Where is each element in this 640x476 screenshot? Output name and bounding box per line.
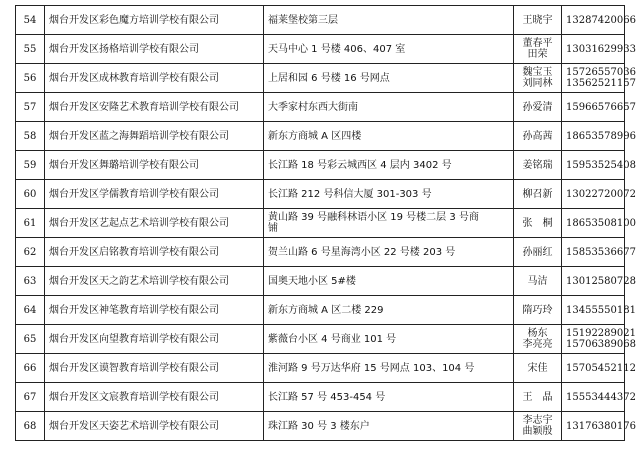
contact-person-cell — [514, 180, 562, 209]
phone-line: 13022720072 — [566, 188, 636, 200]
address-cell: 新东方商城 A 区四楼 — [264, 122, 514, 151]
phone-cell — [562, 412, 636, 441]
person-line: 柳召新 — [522, 188, 553, 200]
table-row — [16, 238, 625, 267]
table-row — [16, 122, 625, 151]
contact-person-cell — [514, 412, 562, 441]
school-name-cell: 烟台开发区启铭教育培训学校有限公司 — [45, 238, 264, 267]
school-name-cell: 烟台开发区扬格培训学校有限公司 — [45, 35, 264, 64]
person-line: 隋巧玲 — [522, 304, 553, 316]
contact-person-cell — [514, 296, 562, 325]
phone-cell — [562, 122, 636, 151]
person-line: 田荣 — [527, 49, 548, 60]
person-line: 张 桐 — [522, 217, 553, 229]
school-name-cell: 烟台开发区学儒教育培训学校有限公司 — [45, 180, 264, 209]
row-number-cell: 63 — [16, 267, 45, 296]
school-name-cell: 烟台开发区彩色魔方培训学校有限公司 — [45, 6, 264, 35]
phone-line: 18653508100 — [566, 217, 636, 229]
address-cell: 上居和园 6 号楼 16 号网点 — [264, 64, 514, 93]
phone-line: 18653578996 — [566, 130, 636, 142]
phone-line: 15192289021 — [566, 328, 636, 339]
row-number-cell: 60 — [16, 180, 45, 209]
phone-line: 15726557036 — [566, 67, 636, 78]
contact-person-cell — [514, 238, 562, 267]
school-name-cell: 烟台开发区向望教育培训学校有限公司 — [45, 325, 264, 354]
contact-person-cell — [514, 64, 562, 93]
person-line: 孙丽红 — [522, 246, 553, 258]
contact-person-cell — [514, 267, 562, 296]
address-cell: 长江路 18 号彩云城西区 4 层内 3402 号 — [264, 151, 514, 180]
phone-cell — [562, 35, 636, 64]
address-cell: 长江路 212 号科信大厦 301-303 号 — [264, 180, 514, 209]
row-number-cell: 58 — [16, 122, 45, 151]
school-name-cell: 烟台开发区文宸教育培训学校有限公司 — [45, 383, 264, 412]
address-cell: 天马中心 1 号楼 406、407 室 — [264, 35, 514, 64]
person-line: 姜铭瑞 — [522, 159, 553, 171]
person-line: 王晓宇 — [522, 14, 553, 26]
contact-person-cell — [514, 354, 562, 383]
school-name-cell: 烟台开发区天之韵艺术培训学校有限公司 — [45, 267, 264, 296]
person-line: 孙爱清 — [522, 101, 553, 113]
phone-line: 13031629933 — [566, 43, 636, 55]
address-cell: 紫薇台小区 4 号商业 101 号 — [264, 325, 514, 354]
phone-cell — [562, 238, 636, 267]
phone-line: 15705452112 — [566, 362, 636, 374]
row-number-cell: 66 — [16, 354, 45, 383]
row-number-cell: 68 — [16, 412, 45, 441]
person-line: 杨东 — [527, 328, 548, 339]
row-number-cell: 65 — [16, 325, 45, 354]
row-number-cell: 61 — [16, 209, 45, 238]
school-name-cell: 烟台开发区天姿艺术培训学校有限公司 — [45, 412, 264, 441]
phone-line: 13176380176 — [566, 420, 636, 432]
phone-line: 13012580728 — [566, 275, 636, 287]
phone-line: 15553444372 — [566, 391, 636, 403]
person-line: 宋佳 — [527, 362, 548, 374]
school-name-cell: 烟台开发区舞璐培训学校有限公司 — [45, 151, 264, 180]
row-number-cell: 56 — [16, 64, 45, 93]
school-name-cell: 烟台开发区谟智教育培训学校有限公司 — [45, 354, 264, 383]
table-body — [16, 6, 636, 441]
row-number-cell: 55 — [16, 35, 45, 64]
phone-cell — [562, 180, 636, 209]
address-cell: 新东方商城 A 区二楼 229 — [264, 296, 514, 325]
phone-cell — [562, 151, 636, 180]
table-row — [16, 35, 625, 64]
address-cell: 贺兰山路 6 号星海湾小区 22 号楼 203 号 — [264, 238, 514, 267]
phone-cell — [562, 6, 636, 35]
contact-person-cell — [514, 122, 562, 151]
table-row — [16, 209, 625, 238]
table-row — [16, 296, 625, 325]
person-line: 马洁 — [527, 275, 548, 287]
contact-person-cell — [514, 6, 562, 35]
phone-line: 15953525408 — [566, 159, 636, 171]
contact-person-cell — [514, 35, 562, 64]
table-row — [16, 180, 625, 209]
row-number-cell: 59 — [16, 151, 45, 180]
table-row — [16, 267, 625, 296]
person-line: 刘同林 — [522, 78, 553, 89]
person-line: 魏宝玉 — [522, 67, 553, 78]
address-line: 铺 — [268, 223, 278, 234]
table-row — [16, 412, 625, 441]
person-line: 李亮亮 — [522, 339, 553, 350]
person-line: 曲颖殷 — [522, 426, 553, 437]
row-number-cell: 62 — [16, 238, 45, 267]
address-line: 黄山路 39 号融科林语小区 19 号楼二层 3 号商 — [268, 212, 479, 223]
school-name-cell: 烟台开发区神笔教育培训学校有限公司 — [45, 296, 264, 325]
address-cell: 珠江路 30 号 3 楼东户 — [264, 412, 514, 441]
school-name-cell: 烟台开发区艺起点艺术培训学校有限公司 — [45, 209, 264, 238]
phone-line: 15853536677 — [566, 246, 636, 258]
phone-line: 15966576657 — [566, 101, 636, 113]
school-name-cell: 烟台开发区安隆艺术教育培训学校有限公司 — [45, 93, 264, 122]
row-number-cell: 64 — [16, 296, 45, 325]
phone-line: 13287420066 — [566, 14, 636, 26]
person-line: 王 晶 — [522, 391, 553, 403]
phone-cell — [562, 383, 636, 412]
address-cell: 国奥天地小区 5#楼 — [264, 267, 514, 296]
phone-cell — [562, 64, 636, 93]
phone-cell — [562, 325, 636, 354]
phone-cell — [562, 93, 636, 122]
table-row — [16, 93, 625, 122]
phone-line: 15706389068 — [566, 339, 636, 350]
table-row — [16, 325, 625, 354]
school-name-cell: 烟台开发区蓝之海舞蹈培训学校有限公司 — [45, 122, 264, 151]
row-number-cell: 54 — [16, 6, 45, 35]
table-row — [16, 151, 625, 180]
contact-person-cell — [514, 209, 562, 238]
phone-cell — [562, 267, 636, 296]
row-number-cell: 67 — [16, 383, 45, 412]
table-row — [16, 383, 625, 412]
person-line: 孙高茜 — [522, 130, 553, 142]
address-cell: 长江路 57 号 453-454 号 — [264, 383, 514, 412]
contact-person-cell — [514, 151, 562, 180]
contact-person-cell — [514, 383, 562, 412]
address-cell: 大季家村东西大街南 — [264, 93, 514, 122]
person-line: 董春平 — [522, 38, 553, 49]
table-row — [16, 6, 625, 35]
person-line: 李志宇 — [522, 415, 553, 426]
contact-person-cell — [514, 325, 562, 354]
contact-person-cell — [514, 93, 562, 122]
school-list-table — [15, 5, 636, 441]
school-name-cell: 烟台开发区成林教育培训学校有限公司 — [45, 64, 264, 93]
phone-line: 13455550181 — [566, 304, 636, 316]
row-number-cell: 57 — [16, 93, 45, 122]
table-row — [16, 354, 625, 383]
phone-cell — [562, 296, 636, 325]
address-cell: 福莱堡校第三层 — [264, 6, 514, 35]
table-row — [16, 64, 625, 93]
phone-cell — [562, 354, 636, 383]
phone-cell — [562, 209, 636, 238]
address-cell — [264, 209, 514, 238]
address-cell: 淮河路 9 号万达华府 15 号网点 103、104 号 — [264, 354, 514, 383]
phone-line: 13562521157 — [566, 78, 636, 89]
